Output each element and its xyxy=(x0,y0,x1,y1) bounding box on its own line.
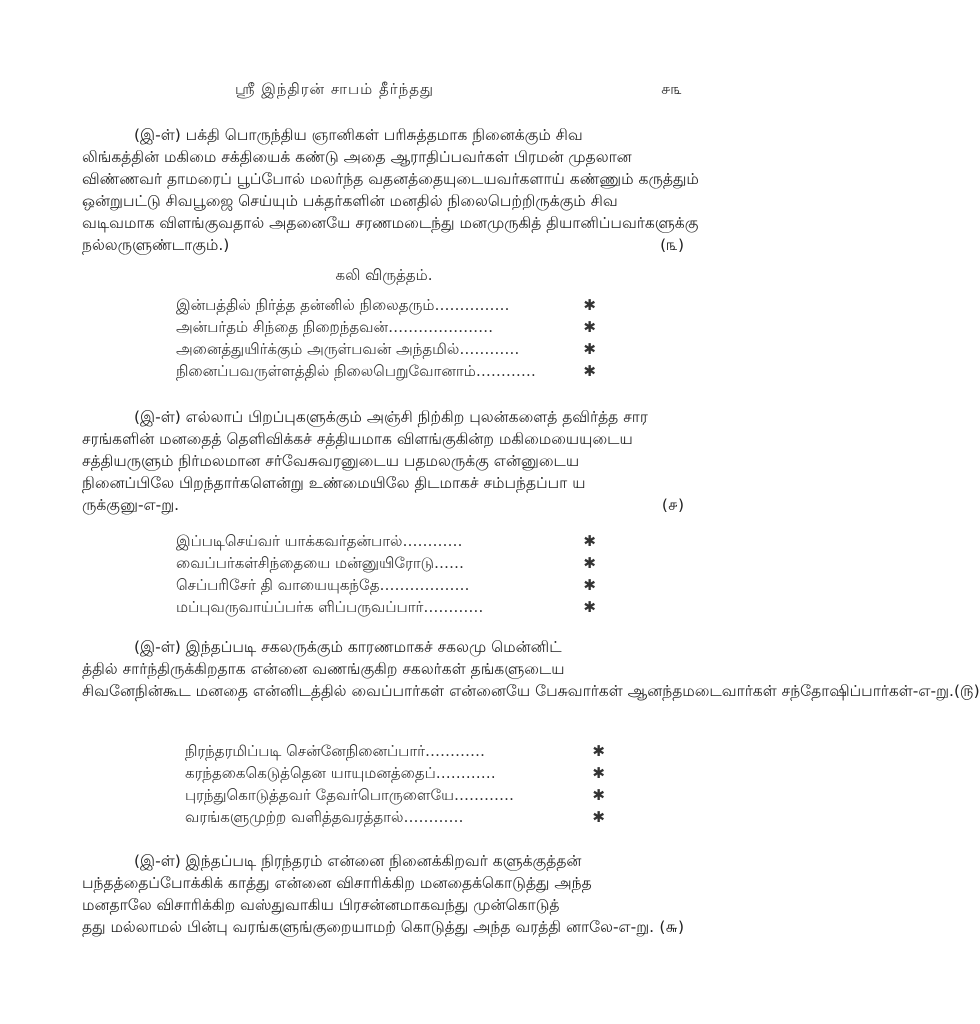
paragraph-line: நினைப்பிலே பிறந்தார்களென்று உண்மையிலே திடமாகச் சம்பந்தப்பா ய xyxy=(82,474,586,492)
page-number: ௪௩ xyxy=(660,80,682,98)
asterisk-mark: ✱ xyxy=(583,576,596,594)
dot-leader: …………… xyxy=(434,296,510,314)
dot-leader: ………… xyxy=(425,742,485,760)
dot-leader: …… xyxy=(434,554,465,572)
verse-line xyxy=(185,806,605,828)
running-header: ஸ்ரீ இந்திரன் சாபம் தீர்ந்தது xyxy=(235,80,434,98)
asterisk-mark: ✱ xyxy=(592,786,605,804)
paragraph-line: த்தில் சார்ந்திருக்கிறதாக என்னை வணங்குகிற சகலர்கள் தங்களுடைய xyxy=(82,660,565,678)
asterisk-mark: ✱ xyxy=(583,318,596,336)
verse-line xyxy=(185,740,605,762)
verse-line xyxy=(185,762,605,784)
verse-line xyxy=(176,316,596,338)
paragraph-line: நல்லருளுண்டாகும்.) xyxy=(82,236,230,254)
verse-text: இன்பத்தில் நிர்த்த தன்னில் நிலைதரும் xyxy=(176,296,435,314)
verse-text: புரந்துகொடுத்தவர் தேவர்பொருளையே xyxy=(185,786,454,804)
verse-line xyxy=(176,574,596,596)
paragraph-line: லிங்கத்தின் மகிமை சக்தியைக் கண்டு அதை ஆராதிப்பவர்கள் பிரமன் முதலான xyxy=(82,148,632,166)
dot-leader: ………… xyxy=(402,532,463,550)
paragraph-line: தது மல்லாமல் பின்பு வரங்களுங்குறையாமற் கொடுத்து அந்த வரத்தி னாலே-எ-று. xyxy=(82,918,655,936)
asterisk-mark: ✱ xyxy=(583,598,596,616)
verse-line xyxy=(185,784,605,806)
paragraph-last-line xyxy=(82,680,980,702)
paragraph-line: விண்ணவர் தாமரைப் பூப்போல் மலர்ந்த வதனத்தையுடையவர்களாய் கண்ணும் கருத்தும் xyxy=(82,170,699,188)
dot-leader: ………… xyxy=(403,808,464,826)
paragraph-line: (இ-ள்) பக்தி பொருந்திய ஞானிகள் பரிசுத்தமாக நினைக்கும் சிவ xyxy=(134,126,583,144)
asterisk-mark: ✱ xyxy=(583,340,596,358)
verse-text: நிரந்தரமிப்படி சென்னேநினைப்பார் xyxy=(185,742,425,760)
dot-leader: ………………… xyxy=(388,318,494,336)
asterisk-mark: ✱ xyxy=(592,808,605,826)
commentary-paragraph-4 xyxy=(82,850,684,938)
asterisk-mark: ✱ xyxy=(583,362,596,380)
verse-block-1 xyxy=(176,294,596,382)
verse-text: அன்பர்தம் சிந்தை நிறைந்தவன் xyxy=(176,318,389,336)
paragraph-last-line xyxy=(82,234,684,256)
verse-text: கரந்தகைகெடுத்தென யாயுமனத்தைப் xyxy=(185,764,436,782)
verse-line xyxy=(176,338,596,360)
verse-number-mark: (௫) xyxy=(953,682,980,700)
dot-leader: ………… xyxy=(475,362,536,380)
verse-number-mark: (௬) xyxy=(659,918,684,936)
asterisk-mark: ✱ xyxy=(583,554,596,572)
dot-leader: ………… xyxy=(459,340,520,358)
verse-line xyxy=(176,530,596,552)
dot-leader: ………… xyxy=(453,786,514,804)
verse-line xyxy=(176,294,596,316)
asterisk-mark: ✱ xyxy=(583,296,596,314)
verse-text: இப்படிசெய்வர் யாக்கவர்தன்பால் xyxy=(176,532,403,550)
paragraph-last-line xyxy=(82,916,684,938)
verse-text: அனைத்துயிர்க்கும் அருள்பவன் அந்தமில் xyxy=(176,340,460,358)
asterisk-mark: ✱ xyxy=(592,764,605,782)
commentary-paragraph-3 xyxy=(82,636,980,702)
paragraph-line: ஒன்றுபட்டு சிவபூஜை செய்யும் பக்தர்களின் மனதில் நிலைபெற்றிருக்கும் சிவ xyxy=(82,192,618,210)
verse-text: வைப்பர்கள்சிந்தையை மன்னுயிரோடு xyxy=(176,554,435,572)
asterisk-mark: ✱ xyxy=(592,742,605,760)
verse-block-3 xyxy=(185,740,605,828)
verse-line xyxy=(176,360,596,382)
paragraph-line: சிவனேநின்கூட மனதை என்னிடத்தில் வைப்பார்கள் என்னையே பேசுவார்கள் ஆனந்தமடைவார்கள் சந்தோஷிப்பார்கள்-எ-று. xyxy=(82,682,954,700)
paragraph-line: (இ-ள்) இந்தப்படி நிரந்தரம் என்னை நினைக்கிறவர் களுக்குத்தன் xyxy=(134,852,582,870)
paragraph-line: வடிவமாக விளங்குவதால் அதனையே சரணமடைந்து மனமுருகித் தியானிப்பவர்களுக்கு xyxy=(82,214,699,232)
asterisk-mark: ✱ xyxy=(583,532,596,550)
verse-text: மப்புவருவாய்ப்பர்க ளிப்பருவப்பார் xyxy=(176,598,424,616)
meter-heading: கலி விருத்தம். xyxy=(335,266,433,284)
verse-number-mark: (௩) xyxy=(660,236,684,254)
verse-text: நினைப்பவருள்ளத்தில் நிலைபெறுவோனாம் xyxy=(176,362,476,380)
paragraph-line: சத்தியருளும் நிர்மலமான சர்வேசுவரனுடைய பதமலருக்கு என்னுடைய xyxy=(82,452,580,470)
paragraph-line: (இ-ள்) இந்தப்படி சகலருக்கும் காரணமாகச் சகலமு மென்னிட் xyxy=(134,638,562,656)
paragraph-line: மனதாலே விசாரிக்கிற வஸ்துவாகிய பிரசன்னமாகவந்து முன்கொடுத் xyxy=(82,896,560,914)
paragraph-line: (இ-ள்) எல்லாப் பிறப்புகளுக்கும் அஞ்சி நிற்கிற புலன்களைத் தவிர்த்த சார xyxy=(134,408,648,426)
dot-leader: ………… xyxy=(423,598,484,616)
verse-line xyxy=(176,552,596,574)
paragraph-line: சரங்களின் மனதைத் தெளிவிக்கச் சத்தியமாக விளங்குகின்ற மகிமையையுடைய xyxy=(82,430,633,448)
paragraph-line: ருக்குனு-எ-று. xyxy=(82,496,180,514)
paragraph-line: பந்தத்தைப்போக்கிக் காத்து என்னை விசாரிக்கிற மனதைக்கொடுத்து அந்த xyxy=(82,874,592,892)
verse-block-2 xyxy=(176,530,596,618)
paragraph-last-line xyxy=(82,494,684,516)
verse-text: வரங்களுமுற்ற வளித்தவரத்தால் xyxy=(185,808,404,826)
dot-leader: ………… xyxy=(435,764,496,782)
dot-leader: ……………… xyxy=(379,576,470,594)
verse-number-mark: (௪) xyxy=(661,496,684,514)
verse-line xyxy=(176,596,596,618)
verse-text: செப்பரிசேர் தி வாயையுகந்தே xyxy=(176,576,380,594)
commentary-paragraph-2 xyxy=(82,406,684,516)
commentary-paragraph-1 xyxy=(82,124,699,256)
